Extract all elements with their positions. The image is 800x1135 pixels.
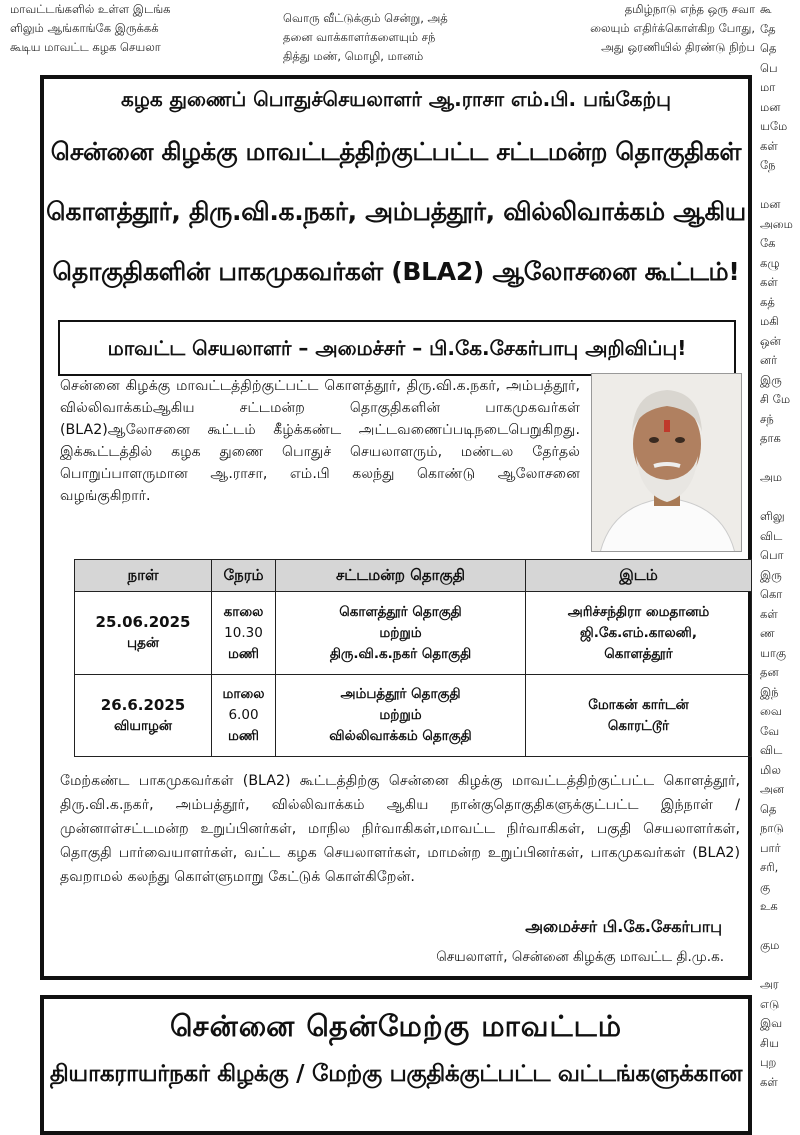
table-header-row xyxy=(75,560,752,592)
portrait-image xyxy=(592,374,742,552)
column-line: கொ xyxy=(760,587,783,601)
column-line: மா xyxy=(760,80,776,94)
column-line: அர xyxy=(760,977,779,991)
venue-line: ஜி.கே.எம்.காலனி, xyxy=(580,624,697,641)
column-line: விட xyxy=(760,743,783,757)
column-line: கழு xyxy=(760,255,780,270)
venue-line: கொரட்டூர் xyxy=(607,717,670,734)
ad-headline-2: சென்னை கிழக்கு மாவட்டத்திற்குட்பட்ட சட்டமன்ற தொகுதிகள் xyxy=(50,137,742,166)
column-line xyxy=(760,488,800,508)
date-cell xyxy=(75,592,212,675)
venue-line: அரிச்சந்திரா மைதானம் xyxy=(567,603,710,620)
column-line xyxy=(760,176,800,196)
column-line: கள் xyxy=(760,606,778,621)
table-row xyxy=(75,592,752,675)
table-row xyxy=(75,675,752,757)
constituency-cell xyxy=(276,592,526,675)
column-line: தன xyxy=(760,665,779,679)
column-line: யமே xyxy=(760,119,788,133)
column-line xyxy=(760,449,800,469)
weekday: புதன் xyxy=(127,635,159,651)
column-line: தெ xyxy=(760,801,777,816)
column-line: எடு xyxy=(760,996,780,1011)
column-line: இந் xyxy=(760,684,779,699)
column-line: கள் xyxy=(760,1074,778,1089)
column-line: சிய xyxy=(760,1035,779,1050)
time-part: 10.30 xyxy=(224,624,263,641)
intro-paragraph: சென்னை கிழக்கு மாவட்டத்திற்குட்பட்ட கொளத்தூர், திரு.வி.க.நகர், அம்பத்தூர், வில்லிவாக்கம்ஆகிய சட்டமன்ற தொகுதிகளின் பாகமுகவர்கள் (BLA2)ஆலோசனை கூட்டம் கீழ்க்கண்ட அட்டவணைப்படிநடைபெறுகிறது. இக்கூட்டத்தில் கழக துணை பொதுச் செயலாளரும், மண்டல தேர்தல் பொறுப்பாளருமான ஆ.ராசா, எம்.பி கலந்து கொண்டு ஆலோசனை வழங்குகிறார். xyxy=(60,378,580,504)
column-line: கு xyxy=(760,879,771,894)
constituency-line: மற்றும் xyxy=(379,707,422,723)
time-part: மணி xyxy=(228,728,259,744)
column-header: இடம் xyxy=(526,560,752,592)
schedule-table xyxy=(74,559,752,757)
time-part: மாலை xyxy=(222,686,265,702)
venue-cell xyxy=(526,592,752,675)
column-line: கும xyxy=(760,938,780,952)
article-column-3 xyxy=(527,0,755,57)
date-cell xyxy=(75,675,212,757)
column-header: சட்டமன்ற தொகுதி xyxy=(276,560,526,592)
column-line: ளிலும் ஆங்காங்கே இருக்கக் xyxy=(10,21,159,35)
constituency-line: அம்பத்தூர் தொகுதி xyxy=(340,686,461,702)
column-line xyxy=(760,956,800,976)
article-column-right xyxy=(760,0,800,1111)
time-cell xyxy=(212,592,276,675)
column-line: யாகு xyxy=(760,645,787,660)
column-line: தமிழ்நாடு எந்த ஒரு சவா xyxy=(624,2,755,16)
column-line: நே xyxy=(760,158,776,172)
column-line: சி மே xyxy=(760,392,791,406)
ad2-subtitle: தியாகராயர்நகர் கிழக்கு / மேற்கு பகுதிக்குட்பட்ட வட்டங்களுக்கான xyxy=(49,1061,743,1087)
signature-designation: செயலாளர், சென்னை கிழக்கு மாவட்ட தி.மு.க. xyxy=(436,949,724,965)
column-line: உக xyxy=(760,899,778,913)
column-line: தெ xyxy=(760,41,777,55)
time-part: மணி xyxy=(228,645,259,662)
venue-line: மோகன் கார்டன் xyxy=(588,696,689,713)
column-line: சந் xyxy=(760,411,774,426)
column-line: சரி, xyxy=(760,860,779,874)
constituency-line: வில்லிவாக்கம் தொகுதி xyxy=(329,728,472,744)
time-cell xyxy=(212,675,276,757)
column-line: வை xyxy=(760,704,782,718)
ad-headline-3: கொளத்தூர், திரு.வி.க.நகர், அம்பத்தூர், வில்லிவாக்கம் ஆகிய xyxy=(46,197,746,226)
announcement-banner: மாவட்ட செயலாளர் – அமைச்சர் – பி.கே.சேகர்பாபு அறிவிப்பு! xyxy=(58,320,736,376)
constituency-cell xyxy=(276,675,526,757)
column-line: வொரு வீட்டுக்கும் சென்று, அத் xyxy=(283,11,448,25)
column-line xyxy=(283,0,503,9)
column-line: தனை வாக்காளர்களையும் சந் xyxy=(283,30,436,44)
column-line: கூ xyxy=(760,2,772,16)
column-line: தித்து மண், மொழி, மானம் xyxy=(283,49,424,63)
minister-photo xyxy=(591,373,742,552)
ad-headline-1: கழக துணைப் பொதுச்செயலாளர் ஆ.ராசா எம்.பி. பங்கேற்பு xyxy=(121,87,671,111)
date: 25.06.2025 xyxy=(95,613,191,631)
column-line: ண xyxy=(760,626,775,640)
column-line: பெ xyxy=(760,60,778,75)
column-line: தே xyxy=(760,21,776,36)
time-part: காலை xyxy=(223,603,264,620)
constituency-line: திரு.வி.க.நகர் தொகுதி xyxy=(329,645,472,662)
column-line: மாவட்டங்களில் உள்ள இடங்க xyxy=(10,2,171,16)
ad2-title: சென்னை தென்மேற்கு மாவட்டம் xyxy=(169,1009,623,1043)
column-line: லையும் எதிர்க்கொள்கிற போது, xyxy=(590,21,755,35)
column-line: அம xyxy=(760,470,783,484)
column-line: கள் xyxy=(760,275,778,289)
column-line: மன xyxy=(760,197,781,211)
article-column-2 xyxy=(283,0,503,66)
date: 26.6.2025 xyxy=(100,695,186,714)
column-line: னர் xyxy=(760,353,778,367)
column-line: கத் xyxy=(760,294,775,309)
column-line: இவ xyxy=(760,1016,783,1030)
column-line xyxy=(760,917,800,937)
weekday: வியாழன் xyxy=(114,717,172,734)
ad-headline-4: தொகுதிகளின் பாகமுகவர்கள் (BLA2) ஆலோசனை கூட்டம்! xyxy=(52,257,740,286)
column-line: இரு xyxy=(760,567,782,582)
column-line: பார் xyxy=(760,840,781,855)
column-line: கள் xyxy=(760,138,778,153)
closing-paragraph: மேற்கண்ட பாகமுகவர்கள் (BLA2) கூட்டத்திற்கு சென்னை கிழக்கு மாவட்டத்திற்குட்பட்ட கொளத்தூர், திரு.வி.க.நகர், அம்பத்தூர், வில்லிவாக்கம் ஆகிய நான்குதொகுதிகளுக்குட்பட்ட இந்நாள் / முன்னாள்சட்டமன்ற உறுப்பினர்கள், மாநில நிர்வாகிகள்,மாவட்ட நிர்வாகிகள், பகுதி செயலாளர்கள், தொகுதி பார்வையாளர்கள், வட்ட கழக செயலாளர்கள், மாமன்ற உறுப்பினர்கள், பாகமுகவர்கள் (BLA2) தவறாமல் கலந்து கொள்ளுமாறு கேட்டுக் கொள்கிறேன். xyxy=(60,773,740,885)
second-announcement-ad xyxy=(40,995,752,1135)
column-line: அன xyxy=(760,782,784,796)
article-column-1 xyxy=(10,0,272,57)
column-line: ளிலு xyxy=(760,509,785,523)
column-line: கே xyxy=(760,236,776,250)
venue-line: கொளத்தூர் xyxy=(604,645,673,662)
constituency-line: கொளத்தூர் தொகுதி xyxy=(339,603,462,620)
column-line: மகி xyxy=(760,314,779,328)
column-header: நாள் xyxy=(75,560,212,592)
signature-name: அமைச்சர் பி.கே.சேகர்பாபு xyxy=(525,917,722,936)
announcement-ad xyxy=(40,75,752,980)
column-line: நாடு xyxy=(760,821,784,835)
time-part: 6.00 xyxy=(228,707,259,723)
column-line: அது ஒரணியில் திரண்டு நிற்ப xyxy=(601,40,755,54)
column-header: நேரம் xyxy=(212,560,276,592)
column-line: மில xyxy=(760,762,781,777)
column-line: தாக xyxy=(760,431,781,445)
column-line: மன xyxy=(760,99,781,114)
column-line: வே xyxy=(760,723,780,738)
column-line: கூடிய மாவட்ட கழக செயலா xyxy=(10,40,161,54)
venue-cell xyxy=(526,675,752,757)
column-line: இரு xyxy=(760,372,782,387)
column-line: ஒன் xyxy=(760,333,781,348)
column-line: விட xyxy=(760,528,783,543)
constituency-line: மற்றும் xyxy=(379,624,422,641)
column-line: பொ xyxy=(760,548,784,562)
column-line: அமை xyxy=(760,216,793,231)
column-line: புற xyxy=(760,1055,777,1069)
